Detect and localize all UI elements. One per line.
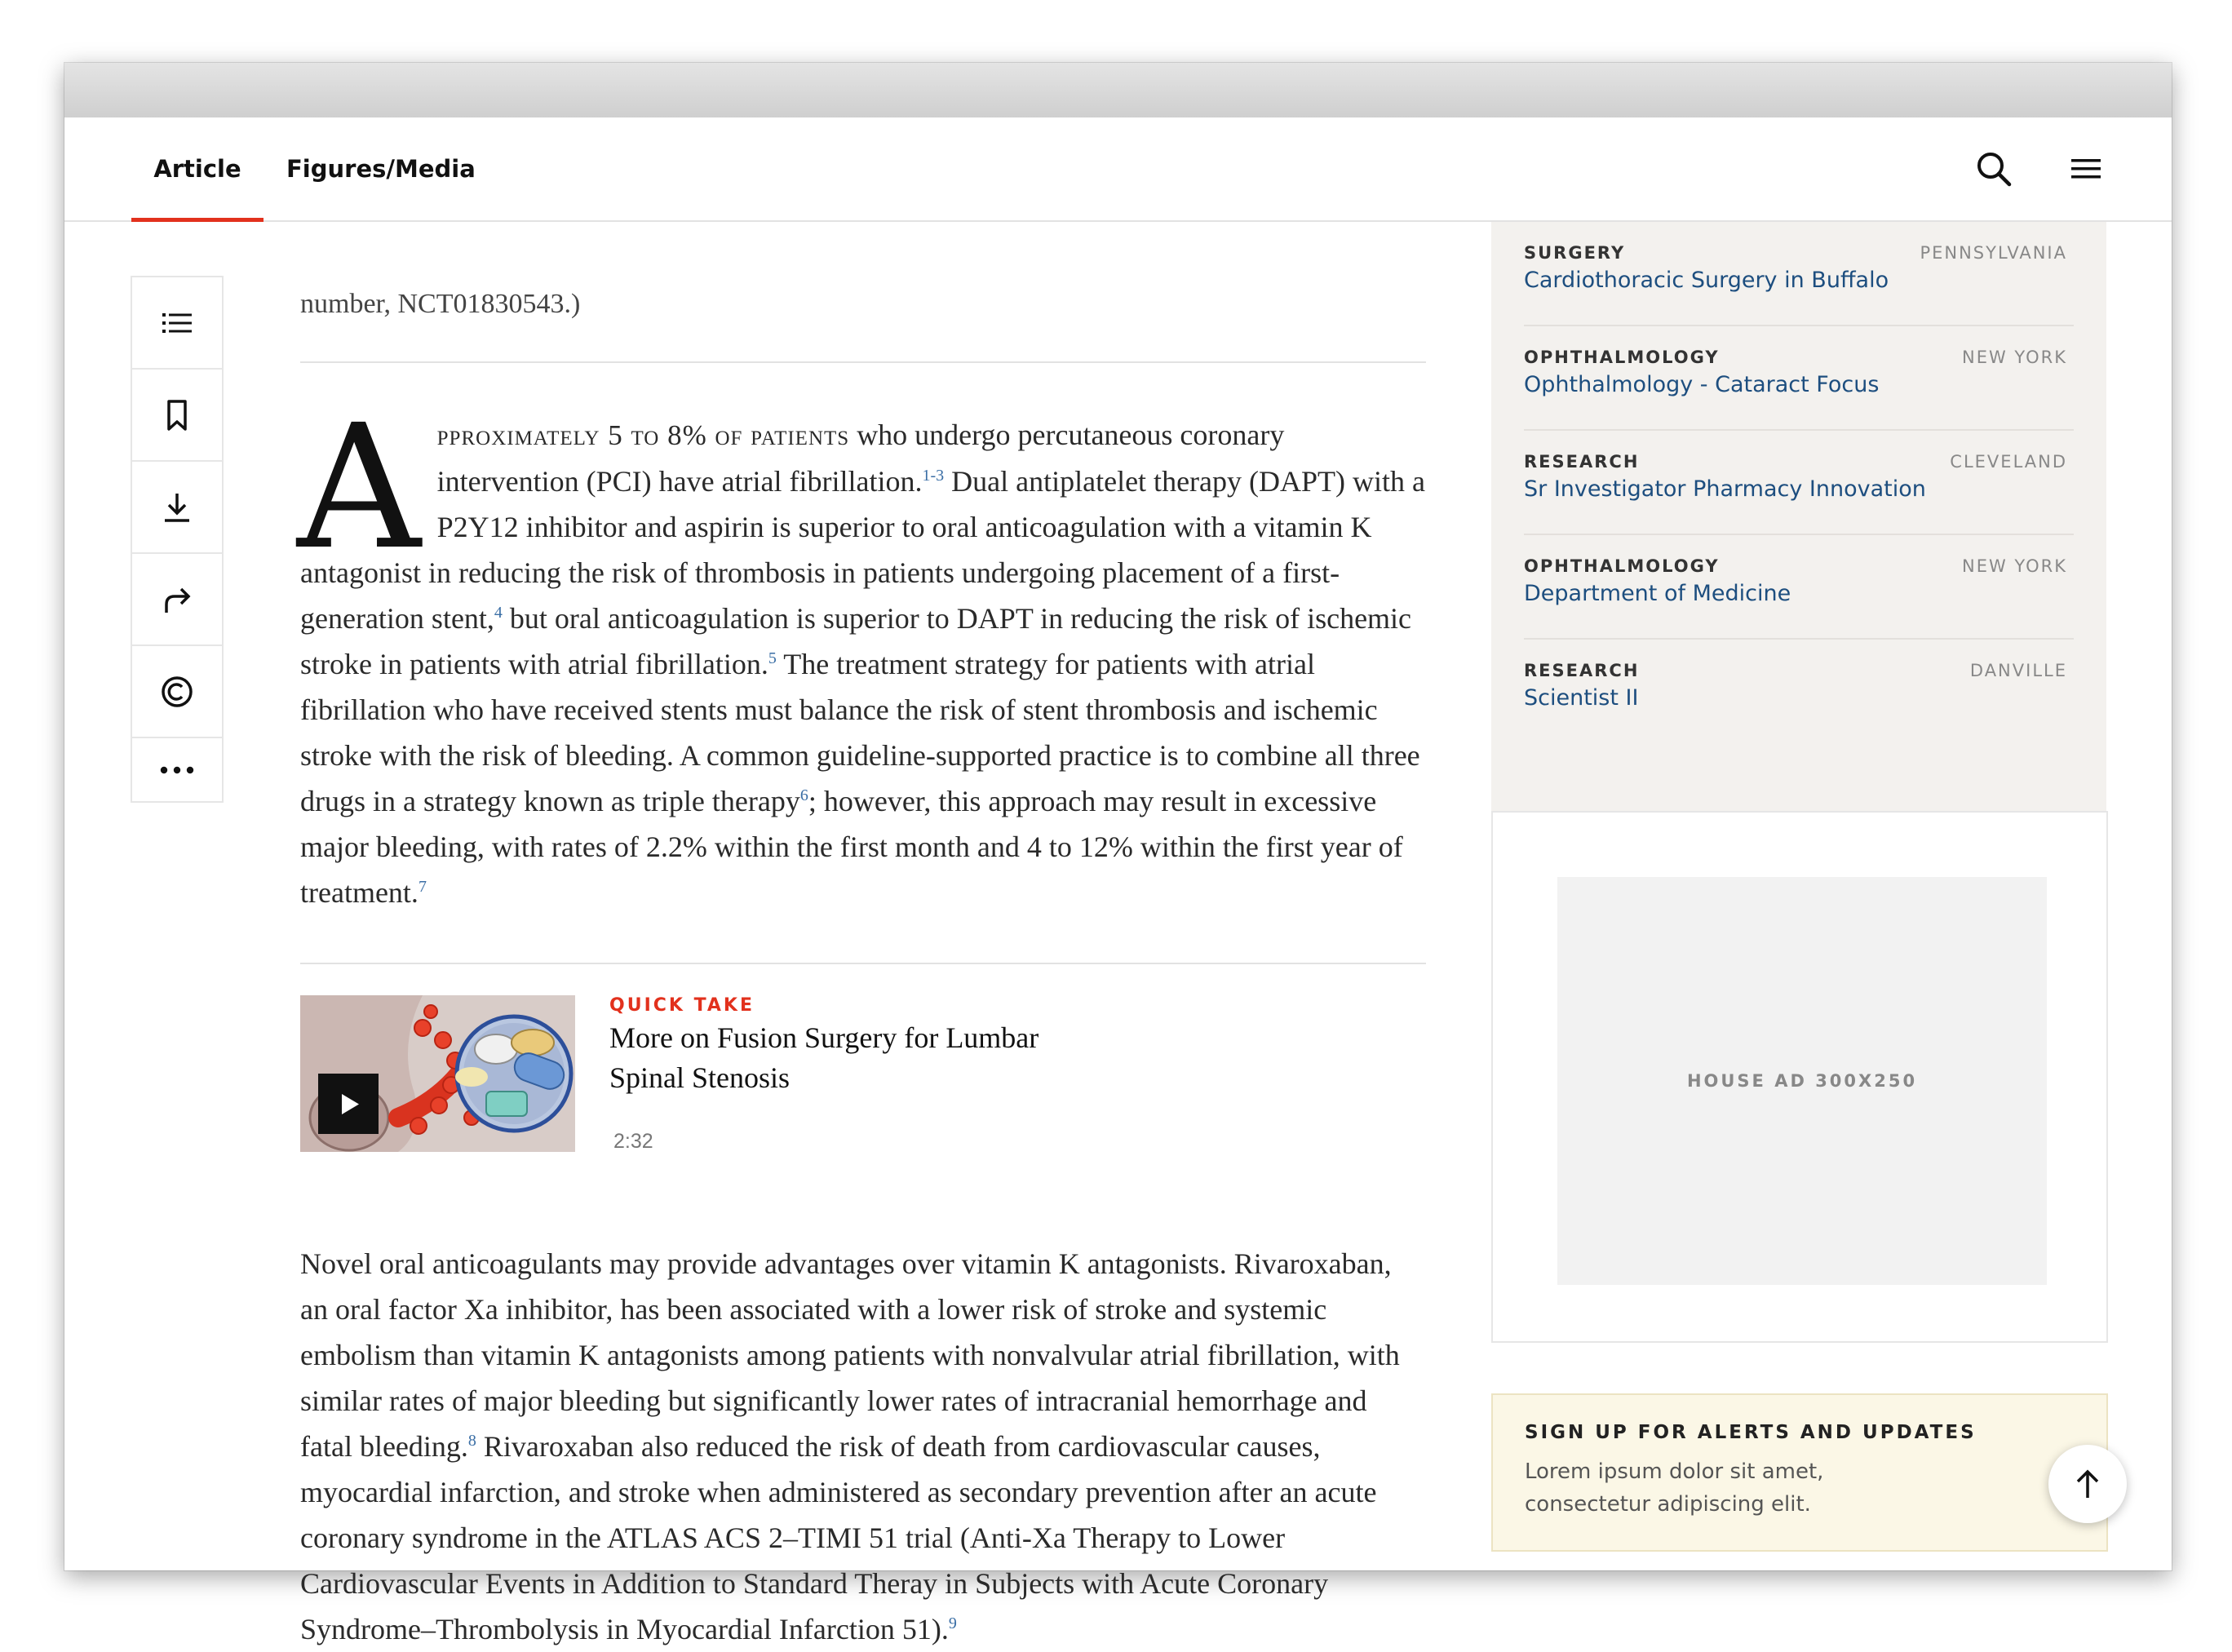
video-duration: 2:32	[613, 1130, 653, 1153]
job-listing	[1524, 534, 2074, 640]
tab-figures-media[interactable]: Figures/Media	[286, 155, 476, 183]
house-ad-container	[1491, 811, 2108, 1343]
job-title-link[interactable]: Ophthalmology - Cataract Focus	[1524, 372, 1880, 397]
reference-link[interactable]: 9	[948, 1614, 957, 1632]
tab-article[interactable]: Article	[131, 117, 264, 220]
arrow-up-icon	[2074, 1468, 2101, 1499]
share-icon	[162, 583, 193, 616]
job-listing	[1524, 429, 2074, 535]
section-divider	[300, 963, 1426, 964]
search-button[interactable]	[1969, 144, 2018, 193]
reference-link[interactable]: 1-3	[922, 467, 945, 485]
alerts-signup-panel[interactable]	[1491, 1393, 2108, 1552]
paragraph-text: The treatment strategy for patients with atrial fibrillation who have received stents must balance the risk of stent thrombosis and ischemic stroke with the risk of bleeding. A common guideline-supported practice is to combine all three drugs in a strategy known as triple therapy	[300, 648, 1420, 817]
quick-take-card	[300, 995, 1426, 1171]
article-body	[297, 218, 1426, 1652]
job-category: OPHTHALMOLOGY	[1524, 556, 1720, 576]
more-options-button[interactable]	[132, 738, 222, 801]
bookmark-button[interactable]	[132, 370, 222, 462]
window-titlebar	[64, 63, 2172, 118]
career-listings	[1491, 220, 2106, 821]
job-location: DANVILLE	[1969, 661, 2067, 680]
quick-take-video-thumbnail[interactable]	[300, 995, 575, 1152]
search-icon	[1975, 150, 2013, 188]
job-category: SURGERY	[1524, 243, 1626, 263]
article-toolbar	[131, 276, 224, 803]
job-category: RESEARCH	[1524, 452, 1640, 472]
menu-button[interactable]	[2062, 144, 2110, 193]
job-location: PENNSYLVANIA	[1920, 243, 2067, 263]
paragraph-text: ; however, this approach may result in excessive major bleeding, with rates of 2.2% within the first month and 4 to 12% within the first year of treatment.	[300, 785, 1403, 909]
download-icon	[162, 491, 192, 524]
paragraph-text: but oral anticoagulation is superior to DAPT in reducing the risk of ischemic stroke in patients with atrial fibrillation.	[300, 602, 1412, 680]
trial-registration-tail: number, NCT01830543.)	[300, 289, 581, 319]
paragraph-1	[297, 388, 1426, 915]
paragraph-text: Rivaroxaban also reduced the risk of death from cardiovascular causes, myocardial infarction, and stroke when administered as secondary prevention after an acute coronary syndrome in the ATLAS ACS 2–TIMI 51 trial (Anti-Xa Therapy to Lower Cardiovascular Events in Addition to Standard Theray in Subjects with Acute Coronary Syndrome–Thrombolysis in Myocardial Infarction 51).	[300, 1430, 1377, 1645]
job-location: NEW YORK	[1962, 348, 2067, 367]
signup-text: Lorem ipsum dolor sit amet, consectetur adipiscing elit.	[1525, 1459, 1824, 1517]
paragraph-text: Dual antiplatelet therapy (DAPT) with a P2Y12 inhibitor and aspirin is superior to oral anticoagulation with a vitamin K antagonist in reducing the risk of thrombosis in patients undergoing placement of a first-generation stent,	[300, 465, 1425, 635]
download-button[interactable]	[132, 462, 222, 554]
quick-take-title-link[interactable]: More on Fusion Surgery for Lumbar Spinal Stenosis	[609, 1021, 1039, 1094]
menu-icon	[2070, 157, 2102, 181]
share-button[interactable]	[132, 554, 222, 646]
signup-title: SIGN UP FOR ALERTS AND UPDATES	[1525, 1422, 1977, 1443]
job-listing	[1524, 220, 2074, 326]
paragraph-text: Novel oral anticoagulants may provide advantages over vitamin K antagonists. Rivaroxaban, an oral factor Xa inhibitor, has been associated with a lower risk of stroke and systemic embolism than vitamin K antagonists among patients with nonvalvular atrial fibrillation, with similar rates of major bleeding but significantly lower rates of intracranial hemorrhage and fatal bleeding.	[300, 1247, 1400, 1463]
more-icon	[159, 766, 195, 774]
video-thumbnail-image	[300, 995, 575, 1152]
paragraph-2	[300, 1241, 1426, 1652]
bookmark-icon	[166, 399, 188, 432]
copyright-icon	[160, 675, 194, 709]
job-listing	[1524, 638, 2074, 742]
top-navigation	[64, 117, 2172, 222]
list-icon	[161, 311, 193, 335]
drop-cap: A	[297, 388, 421, 587]
smallcaps-lead: pproximately 5 to 8% of patients	[436, 419, 850, 451]
job-category: OPHTHALMOLOGY	[1524, 348, 1720, 367]
job-location: NEW YORK	[1962, 556, 2067, 576]
job-title-link[interactable]: Cardiothoracic Surgery in Buffalo	[1524, 268, 1889, 293]
copyright-permissions-button[interactable]	[132, 646, 222, 738]
reference-link[interactable]: 6	[799, 786, 808, 804]
reference-link[interactable]: 8	[467, 1432, 476, 1450]
reference-link[interactable]: 4	[494, 604, 503, 622]
back-to-top-button[interactable]	[2048, 1445, 2127, 1523]
house-ad[interactable]: HOUSE AD 300X250	[1557, 877, 2047, 1285]
job-location: CLEVELAND	[1950, 452, 2067, 472]
section-divider	[300, 361, 1426, 363]
table-of-contents-button[interactable]	[132, 277, 222, 370]
job-listing	[1524, 325, 2074, 431]
browser-window	[64, 63, 2172, 1645]
job-category: RESEARCH	[1524, 661, 1640, 680]
job-title-link[interactable]: Department of Medicine	[1524, 581, 1791, 606]
reference-link[interactable]: 7	[418, 878, 427, 896]
job-title-link[interactable]: Scientist II	[1524, 685, 1639, 711]
paragraph-text: who undergo percutaneous coronary intervention (PCI) have atrial fibrillation.	[436, 419, 1285, 498]
reference-link[interactable]: 5	[768, 649, 777, 667]
quick-take-label: QUICK TAKE	[609, 995, 755, 1016]
job-title-link[interactable]: Sr Investigator Pharmacy Innovation	[1524, 476, 1926, 502]
